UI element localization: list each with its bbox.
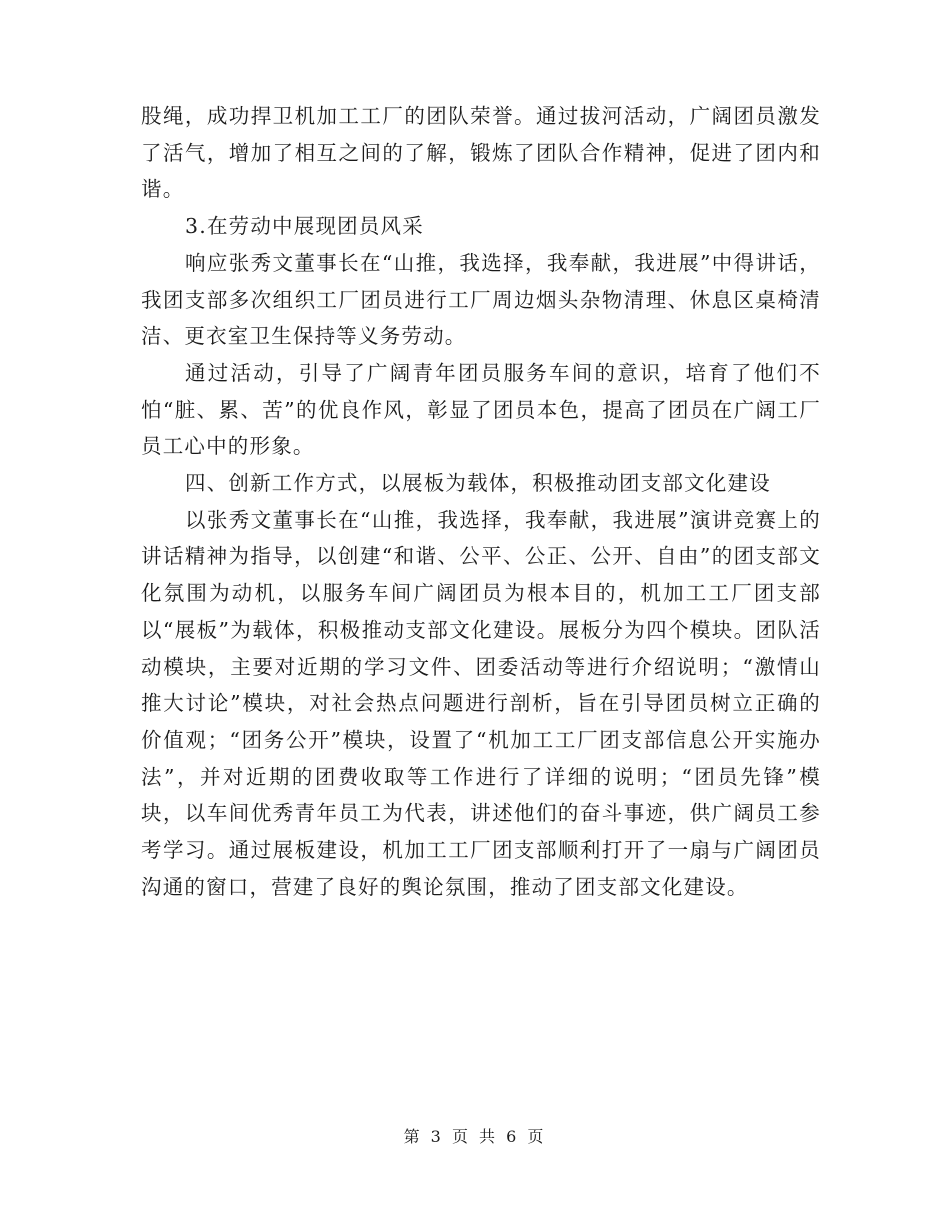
heading-section-four: 四、创新工作方式，以展板为载体，积极推动团支部文化建设	[185, 471, 771, 496]
page-number-footer: 第 3 页 共 6 页	[403, 1127, 547, 1146]
paragraph-display-board: 以张秀文董事长在“山推，我选择，我奉献，我进展”演讲竞赛上的讲话精神为指导，以创建“和谐、公平、公正、公开、自由”的团支部文化氛围为动机，以服务车间广阔团员为根本目的，机加工工厂团支部以“展板”为载体，积极推动支部文化建设。展板分为四个模块。团队活动模块，主要对近期的学习文件、团委活动等进行介绍说明；“激情山推大讨论”模块，对社会热点问题进行剖析，旨在引导团员树立正确的价值观；“团务公开”模块，设置了“机加工工厂团支部信息公开实施办法”，并对近期的团费收取等工作进行了详细的说明；“团员先锋”模块，以车间优秀青年员工为代表，讲述他们的奋斗事迹，供广阔员工参考学习。通过展板建设，机加工工厂团支部顺利打开了一扇与广阔团员沟通的窗口，营建了良好的舆论氛围，推动了团支部文化建设。	[141, 507, 821, 899]
document-body	[141, 98, 821, 905]
paragraph-labor-result: 通过活动，引导了广阔青年团员服务车间的意识，培育了他们不怕“脏、累、苦”的优良作风，彰显了团员本色，提高了团员在广阔工厂员工心中的形象。	[141, 360, 821, 459]
paragraph-tug-of-war-conclusion: 股绳，成功捍卫机加工工厂的团队荣誉。通过拔河活动，广阔团员激发了活气，增加了相互之间的了解，锻炼了团队合作精神，促进了团内和谐。	[141, 104, 821, 202]
paragraph-labor-response: 响应张秀文董事长在“山推，我选择，我奉献，我进展”中得讲话，我团支部多次组织工厂团员进行工厂周边烟头杂物清理、休息区桌椅清洁、更衣室卫生保持等义务劳动。	[141, 250, 821, 349]
heading-labor-activity: 3.在劳动中展现团员风采	[185, 214, 424, 239]
